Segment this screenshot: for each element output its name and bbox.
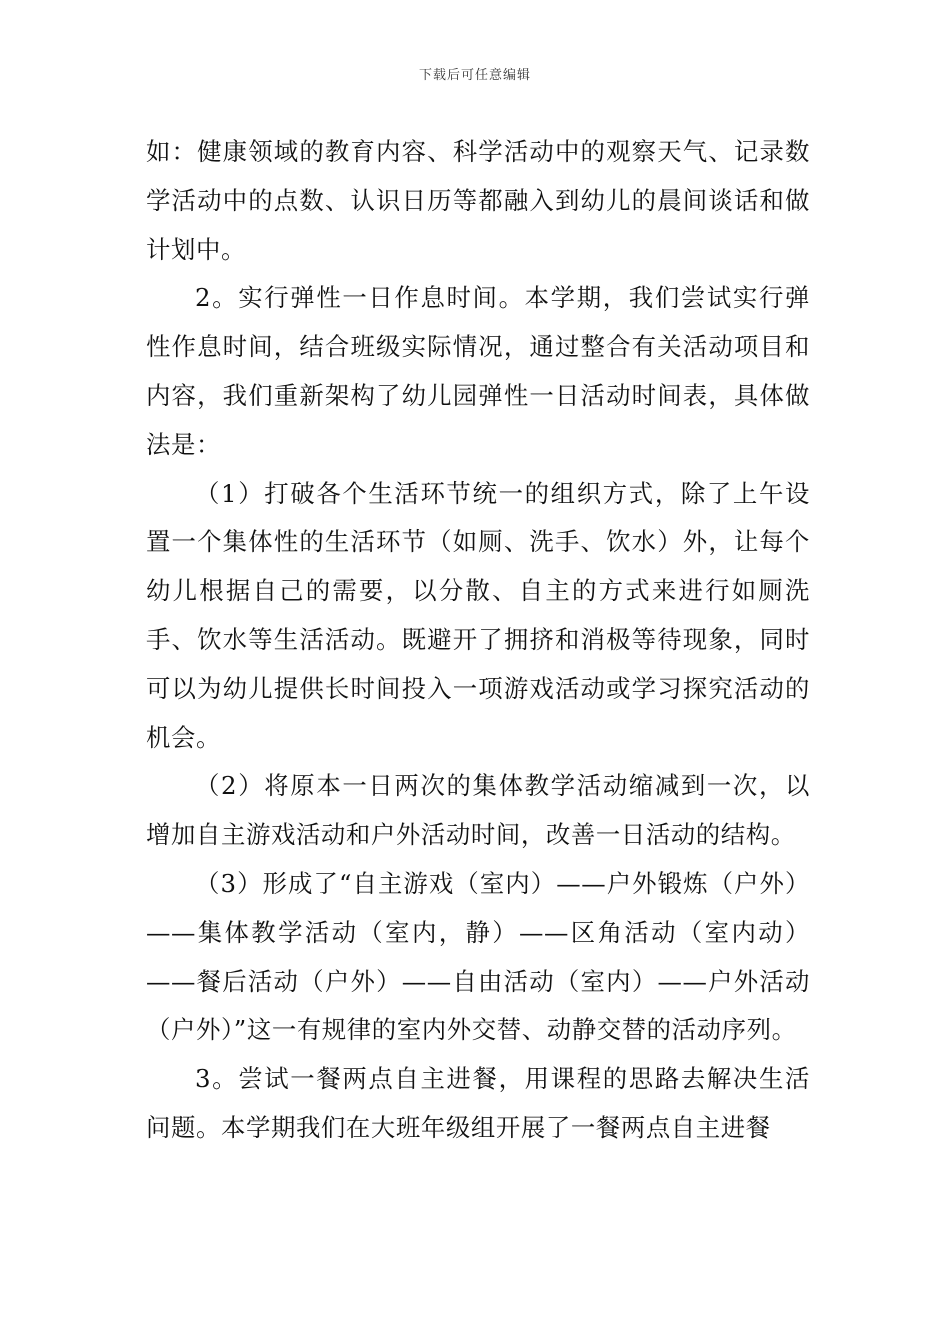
paragraph-6: 3。尝试一餐两点自主进餐，用课程的思路去解决生活问题。本学期我们在大班年级组开展了一餐两点自主进餐 <box>146 1064 810 1142</box>
paragraph-5: （3）形成了“自主游戏（室内）——户外锻炼（户外）——集体教学活动（室内，静）——区角活动（室内动）——餐后活动（户外）——自由活动（室内）——户外活动（户外）”这一有规律的室内外交替、动静交替的活动序列。 <box>146 868 810 1045</box>
document-body <box>146 128 810 1153</box>
paragraph-2: 2。实行弹性一日作息时间。本学期，我们尝试实行弹性作息时间，结合班级实际情况，通过整合有关活动项目和内容，我们重新架构了幼儿园弹性一日活动时间表，具体做法是： <box>146 283 810 459</box>
page-header: 下载后可任意编辑 <box>418 68 531 83</box>
paragraph-4: （2）将原本一日两次的集体教学活动缩减到一次，以增加自主游戏活动和户外活动时间，改善一日活动的结构。 <box>146 771 810 850</box>
paragraph-1: 如：健康领域的教育内容、科学活动中的观察天气、记录数学活动中的点数、认识日历等都融入到幼儿的晨间谈话和做计划中。 <box>146 137 810 264</box>
paragraph-3: （1）打破各个生活环节统一的组织方式，除了上午设置一个集体性的生活环节（如厕、洗手、饮水）外，让每个幼儿根据自己的需要，以分散、自主的方式来进行如厕洗手、饮水等生活活动。既避开了拥挤和消极等待现象，同时可以为幼儿提供长时间投入一项游戏活动或学习探究活动的机会。 <box>146 478 810 752</box>
